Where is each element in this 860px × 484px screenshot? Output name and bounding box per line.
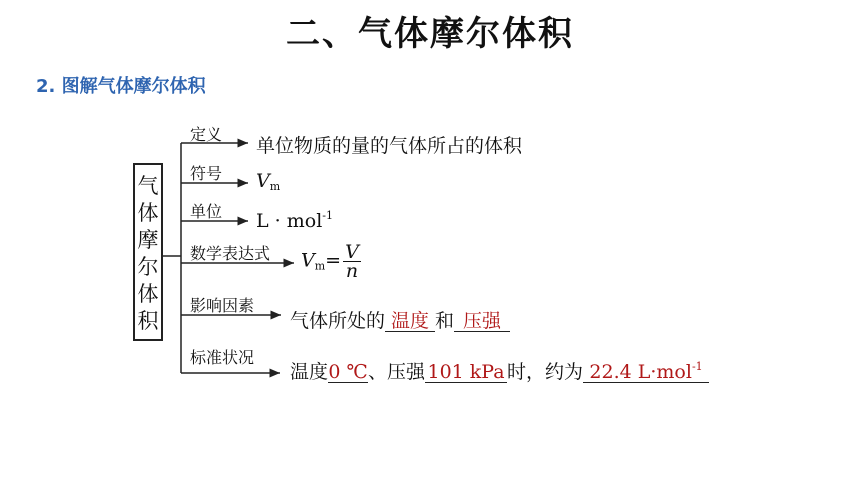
branch-label-formula: 数学表达式 — [190, 244, 271, 263]
volume-superscript: -1 — [691, 360, 703, 373]
concept-char: 积 — [137, 309, 159, 333]
branch-label-definition: 定义 — [190, 125, 223, 144]
unit-main: L · mol — [256, 210, 323, 232]
formula — [301, 243, 361, 280]
branch-label-factors: 影响因素 — [190, 296, 255, 315]
factors-text — [290, 306, 510, 333]
formula-equals: = — [325, 249, 342, 272]
standard-text — [290, 357, 709, 384]
formula-lhs-subscript: m — [314, 259, 326, 273]
definition-text: 单位物质的量的气体所占的体积 — [256, 135, 523, 157]
section-heading: 2. 图解气体摩尔体积 — [36, 76, 206, 97]
concept-char: 尔 — [137, 255, 159, 279]
standard-blank-temperature: 0 ℃ — [328, 361, 368, 383]
formula-denominator: n — [345, 260, 359, 282]
standard-prefix: 温度 — [290, 361, 329, 383]
standard-sep-approx: 时，约为 — [507, 361, 584, 383]
branch-label-unit: 单位 — [190, 202, 223, 221]
factors-and: 和 — [435, 310, 455, 332]
formula-lhs: V — [301, 249, 315, 272]
volume-value: 22.4 L·mol — [589, 361, 692, 383]
standard-sep-pressure: 、压强 — [368, 361, 426, 383]
slide-title: 二、气体摩尔体积 — [286, 14, 574, 54]
concept-char: 气 — [137, 174, 159, 198]
formula-numerator: V — [345, 241, 359, 263]
factor-blank-pressure: 压强 — [454, 311, 510, 332]
factors-prefix: 气体所处的 — [290, 310, 386, 332]
standard-blank-pressure: 101 kPa — [425, 362, 507, 383]
concept-char: 体 — [137, 282, 159, 306]
factor-blank-temperature: 温度 — [385, 311, 435, 332]
symbol-v: V — [256, 170, 270, 192]
branch-label-symbol: 符号 — [190, 164, 223, 183]
concept-char: 摩 — [137, 228, 159, 252]
standard-blank-volume — [583, 357, 709, 383]
concept-char: 体 — [137, 201, 159, 225]
symbol-text — [256, 170, 280, 193]
unit-superscript: -1 — [322, 209, 333, 222]
branch-label-standard: 标准状况 — [190, 348, 255, 367]
symbol-subscript: m — [269, 180, 281, 193]
formula-fraction — [343, 243, 361, 280]
unit-text — [256, 209, 333, 232]
